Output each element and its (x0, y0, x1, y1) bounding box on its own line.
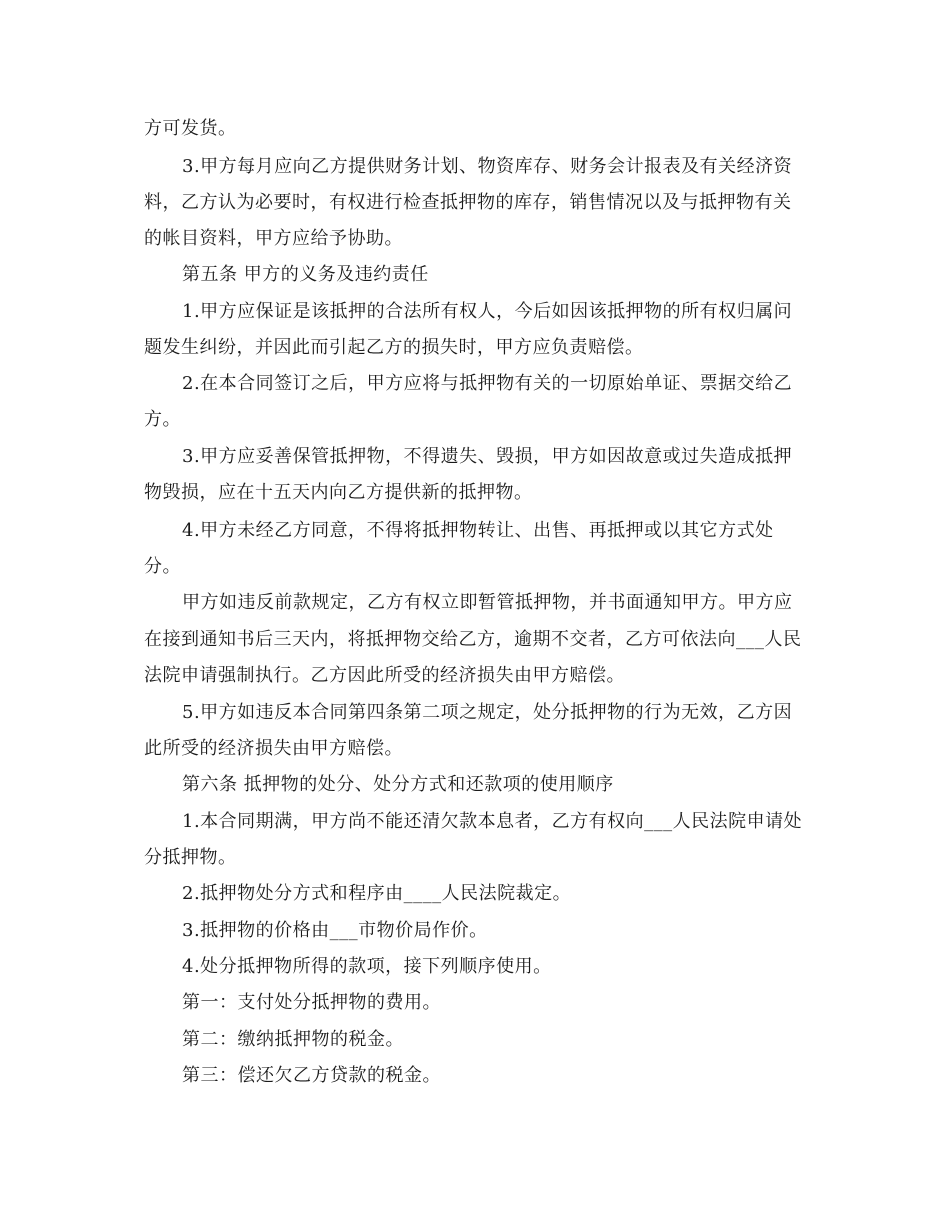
text-line: 分。 (144, 556, 181, 577)
text-line: 物毁损，应在十五天内向乙方提供新的抵押物。 (144, 482, 533, 503)
text-line: 4.处分抵押物所得的款项，接下列顺序使用。 (182, 956, 552, 977)
text-line: 第二：缴纳抵押物的税金。 (182, 1029, 404, 1050)
text-line: 此所受的经济损失由甲方赔偿。 (144, 738, 403, 759)
text-line: 1.甲方应保证是该抵押的合法所有权人，今后如因该抵押物的所有权归属问 (182, 301, 793, 322)
text-line: 料，乙方认为必要时，有权进行检查抵押物的库存，销售情况以及与抵押物有关 (144, 192, 792, 213)
text-line: 5.甲方如违反本合同第四条第二项之规定，处分抵押物的行为无效，乙方因 (182, 702, 793, 723)
text-line: 甲方如违反前款规定，乙方有权立即暂管抵押物，并书面通知甲方。甲方应 (182, 592, 793, 613)
section-heading: 第五条 甲方的义务及违约责任 (182, 264, 429, 285)
text-line: 3.甲方应妥善保管抵押物，不得遗失、毁损，甲方如因故意或过失造成抵押 (182, 446, 793, 467)
text-line: 4.甲方未经乙方同意，不得将抵押物转让、出售、再抵押或以其它方式处 (182, 520, 774, 541)
text-line: 1.本合同期满，甲方尚不能还清欠款本息者，乙方有权向___人民法院申请处 (182, 811, 803, 832)
section-heading: 第六条 抵押物的处分、处分方式和还款项的使用顺序 (182, 774, 614, 795)
text-line: 2.抵押物处分方式和程序由____人民法院裁定。 (182, 883, 572, 904)
text-line: 题发生纠纷，并因此而引起乙方的损失时，甲方应负责赔偿。 (144, 337, 644, 358)
text-line: 在接到通知书后三天内，将抵押物交给乙方，逾期不交者，乙方可依法向___人民 (144, 629, 802, 650)
text-line: 第三：偿还欠乙方贷款的税金。 (182, 1065, 441, 1086)
text-line: 2.在本合同签订之后，甲方应将与抵押物有关的一切原始单证、票据交给乙 (182, 373, 793, 394)
text-line: 的帐目资料，甲方应给予协助。 (144, 228, 403, 249)
text-line: 法院申请强制执行。乙方因此所受的经济损失由甲方赔偿。 (144, 665, 625, 686)
text-line: 方。 (144, 409, 181, 430)
text-line: 3.甲方每月应向乙方提供财务计划、物资库存、财务会计报表及有关经济资 (182, 156, 793, 177)
text-line: 分抵押物。 (144, 847, 237, 868)
text-line: 3.抵押物的价格由___市物价局作价。 (182, 920, 488, 941)
text-line: 方可发货。 (144, 118, 237, 139)
text-line: 第一：支付处分抵押物的费用。 (182, 992, 441, 1013)
